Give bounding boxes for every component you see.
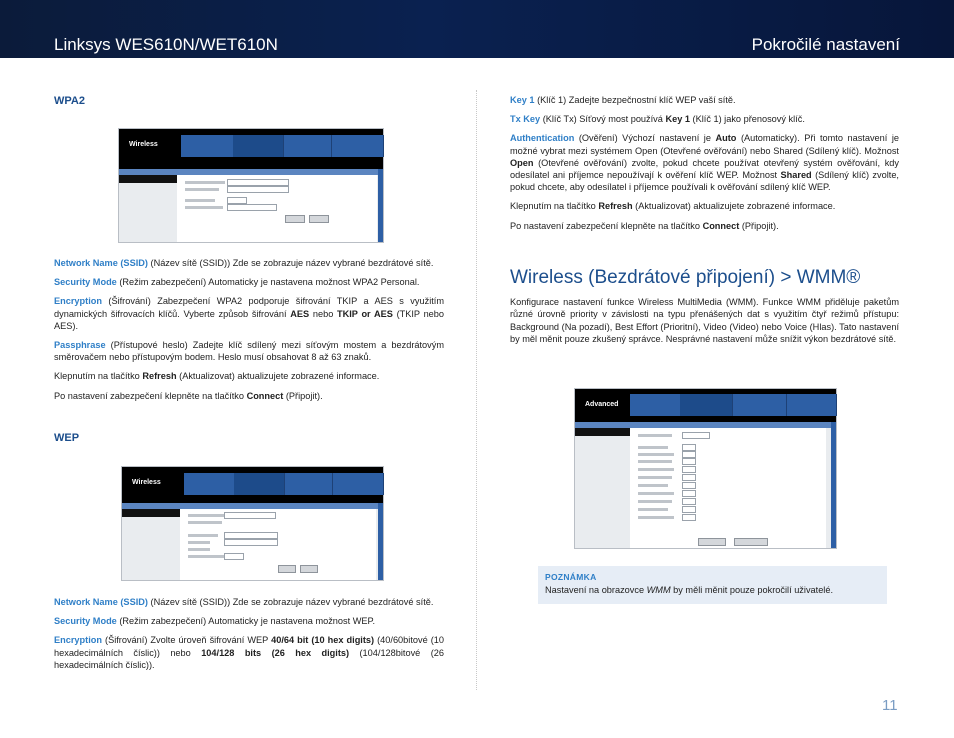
paragraph: Passphrase (Přístupové heslo) Zadejte klíč sdílený mezi síťovým mostem a bezdrátovým směrovačem nebo přístupovým bodem. Heslo musí obsahovat 8 až 63 znaků.: [54, 340, 444, 363]
wep-section: [54, 432, 444, 444]
product-title: Linksys WES610N/WET610N: [54, 35, 278, 54]
paragraph: Klepnutím na tlačítko Refresh (Aktualizovat) aktualizujete zobrazené informace.: [54, 371, 380, 382]
paragraph: Key 1 (Klíč 1) Zadejte bezpečnostní klíč WEP vaší sítě.: [510, 95, 736, 105]
note-box: [538, 566, 887, 604]
paragraph: Encryption (Šifrování) Zvolte úroveň šifrování WEP 40/64 bit (10 hex digits) (40/60bitové (10 hexadecimálních číslic)) nebo 104/128 bits (26 hex digits) (104/128bitové (26 hexadecimálních číslic)).: [54, 635, 444, 670]
page-header: [0, 0, 954, 58]
left-column: [54, 95, 444, 107]
note-title: POZNÁMKA: [545, 572, 597, 582]
paragraph: Security Mode (Režim zabezpečení) Automaticky je nastavena možnost WEP.: [54, 616, 376, 627]
paragraph: Authentication (Ověření) Výchozí nastavení je Auto (Automaticky). Při tomto nastavení je možné vybrat mezi systémem Open (Otevřené ověřování) nebo Shared (Sdílený klíč). Možnost Open (Otevřené ověřování) zvolte, pokud chcete používat otevřený systém ověřování, kdy odesílatel ani příjemce nepoužívají k ověření klíč WEP. Možnost Shared (Sdílený klíč) zvolte, pokud chcete, aby odesílatel i příjemce používali k ověřování sdílený klíč WEP.: [510, 133, 899, 193]
wep-text: [54, 596, 444, 678]
paragraph: Po nastavení zabezpečení klepněte na tlačítko Connect (Připojit).: [54, 390, 323, 401]
right-column: [510, 94, 899, 239]
wpa2-heading: WPA2: [54, 95, 85, 107]
wmm-section: [510, 267, 899, 352]
section-title: Pokročilé nastavení: [751, 35, 900, 54]
note-body: Nastavení na obrazovce WMM by měli měnit pouze pokročilí uživatelé.: [545, 585, 834, 595]
wmm-description: Konfigurace nastavení funkce Wireless MultiMedia (WMM). Funkce WMM přiděluje paketům různé úrovně priority v závislosti na typu přenášených dat s využitím čtyř režimů přístupu: Background (Na pozadí), Best Effort (Prioritní), Video (Video) nebo Voice (Hlas). Tato nastavení by měl měnit pouze zkušený správce. Nesprávné nastavení může snížit výkon bezdrátové sítě.: [510, 297, 899, 344]
paragraph: Tx Key (Klíč Tx) Síťový most používá Key 1 (Klíč 1) jako přenosový klíč.: [510, 114, 805, 125]
paragraph: Po nastavení zabezpečení klepněte na tlačítko Connect (Připojit).: [510, 220, 779, 231]
paragraph: Network Name (SSID) (Název sítě (SSID)) Zde se zobrazuje název vybrané bezdrátové sítě.: [54, 258, 434, 268]
paragraph: Klepnutím na tlačítko Refresh (Aktualizovat) aktualizujete zobrazené informace.: [510, 201, 836, 212]
page-number: 11: [882, 697, 898, 714]
paragraph: Network Name (SSID) (Název sítě (SSID)) Zde se zobrazuje název vybrané bezdrátové sítě.: [54, 597, 434, 607]
wmm-screenshot: [574, 388, 837, 549]
wep-heading: WEP: [54, 432, 80, 444]
wpa2-screenshot: [118, 128, 384, 243]
wmm-heading: Wireless (Bezdrátové připojení) > WMM®: [510, 267, 861, 288]
wpa2-text: [54, 257, 444, 409]
column-divider: [476, 90, 477, 690]
screenshot-advanced-title: Advanced: [585, 401, 619, 408]
screenshot-wireless-title: Wireless: [132, 479, 161, 486]
paragraph: Security Mode (Režim zabezpečení) Automaticky je nastavena možnost WPA2 Personal.: [54, 277, 420, 288]
wep-screenshot: [121, 466, 384, 581]
paragraph: Encryption (Šifrování) Zabezpečení WPA2 podporuje šifrování TKIP a AES s využitím dynamických šifrovacích klíčů. Vyberte způsob šifrování AES nebo TKIP or AES (TKIP nebo AES).: [54, 296, 445, 331]
screenshot-wireless-title: Wireless: [129, 141, 158, 148]
